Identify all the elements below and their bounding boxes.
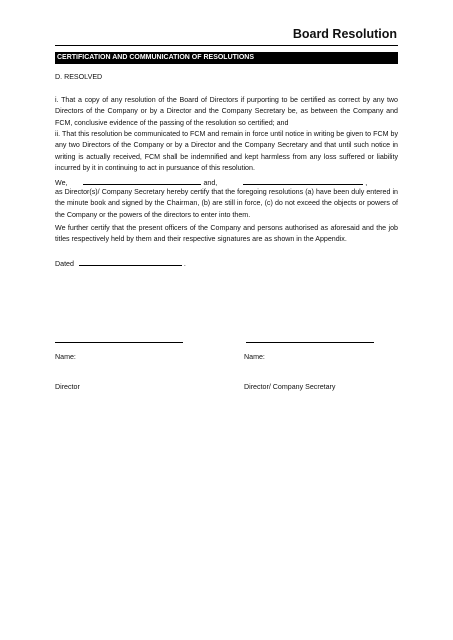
certify-paragraph: as Director(s)/ Company Secretary hereby certify that the foregoing resolutions (a) have been duly entered in the minute book and signed by the Chairman, (b) are still in force, (c) do not exceed the objects or powers of the Company or the powers of the directors to enter into them.	[55, 188, 398, 219]
signature-line-left	[55, 342, 183, 343]
dated-period: .	[183, 260, 186, 268]
dated-label: Dated	[55, 260, 74, 268]
title-divider	[55, 45, 398, 46]
role-label-left: Director	[55, 383, 80, 391]
dated-line	[55, 257, 398, 270]
and-label: and,	[203, 179, 218, 187]
role-label-right: Director/ Company Secretary	[244, 383, 336, 391]
section-heading: CERTIFICATION AND COMMUNICATION OF RESOLUTIONS	[55, 52, 398, 64]
name-label-right: Name:	[244, 353, 265, 361]
director-name-blank-2	[243, 176, 363, 185]
director-name-blank-1	[83, 176, 201, 185]
paragraph-i: i. That a copy of any resolution of the Board of Directors if purporting to be certified as correct by any two Directors of the Company or by a Director and the Company Secretary be, as between the Company and FCM, conclusive evidence of the passing of the resolution so certified; and	[55, 96, 398, 127]
name-label-left: Name:	[55, 353, 76, 361]
page-title: Board Resolution	[292, 27, 397, 41]
signature-line-right	[246, 342, 374, 343]
paragraph-ii: ii. That this resolution be communicated to FCM and remain in force until notice in writing be given to FCM by any two Directors of the Company or by a Director and the Company Secretary and that until such notice in writing is actually received, FCM shall be indemnified and kept harmless from any loss suffered or liability incurred by it in continuing to act in pursuance of this resolution.	[55, 130, 398, 173]
date-blank	[79, 257, 182, 266]
resolved-label: D. RESOLVED	[55, 73, 103, 81]
we-label: We,	[55, 179, 68, 187]
further-certify-paragraph: We further certify that the present officers of the Company and persons authorised as aforesaid and the job titles respectively held by them and their respective signatures are as shown in the Appendix.	[55, 224, 398, 244]
comma-mark: ,	[365, 179, 368, 187]
